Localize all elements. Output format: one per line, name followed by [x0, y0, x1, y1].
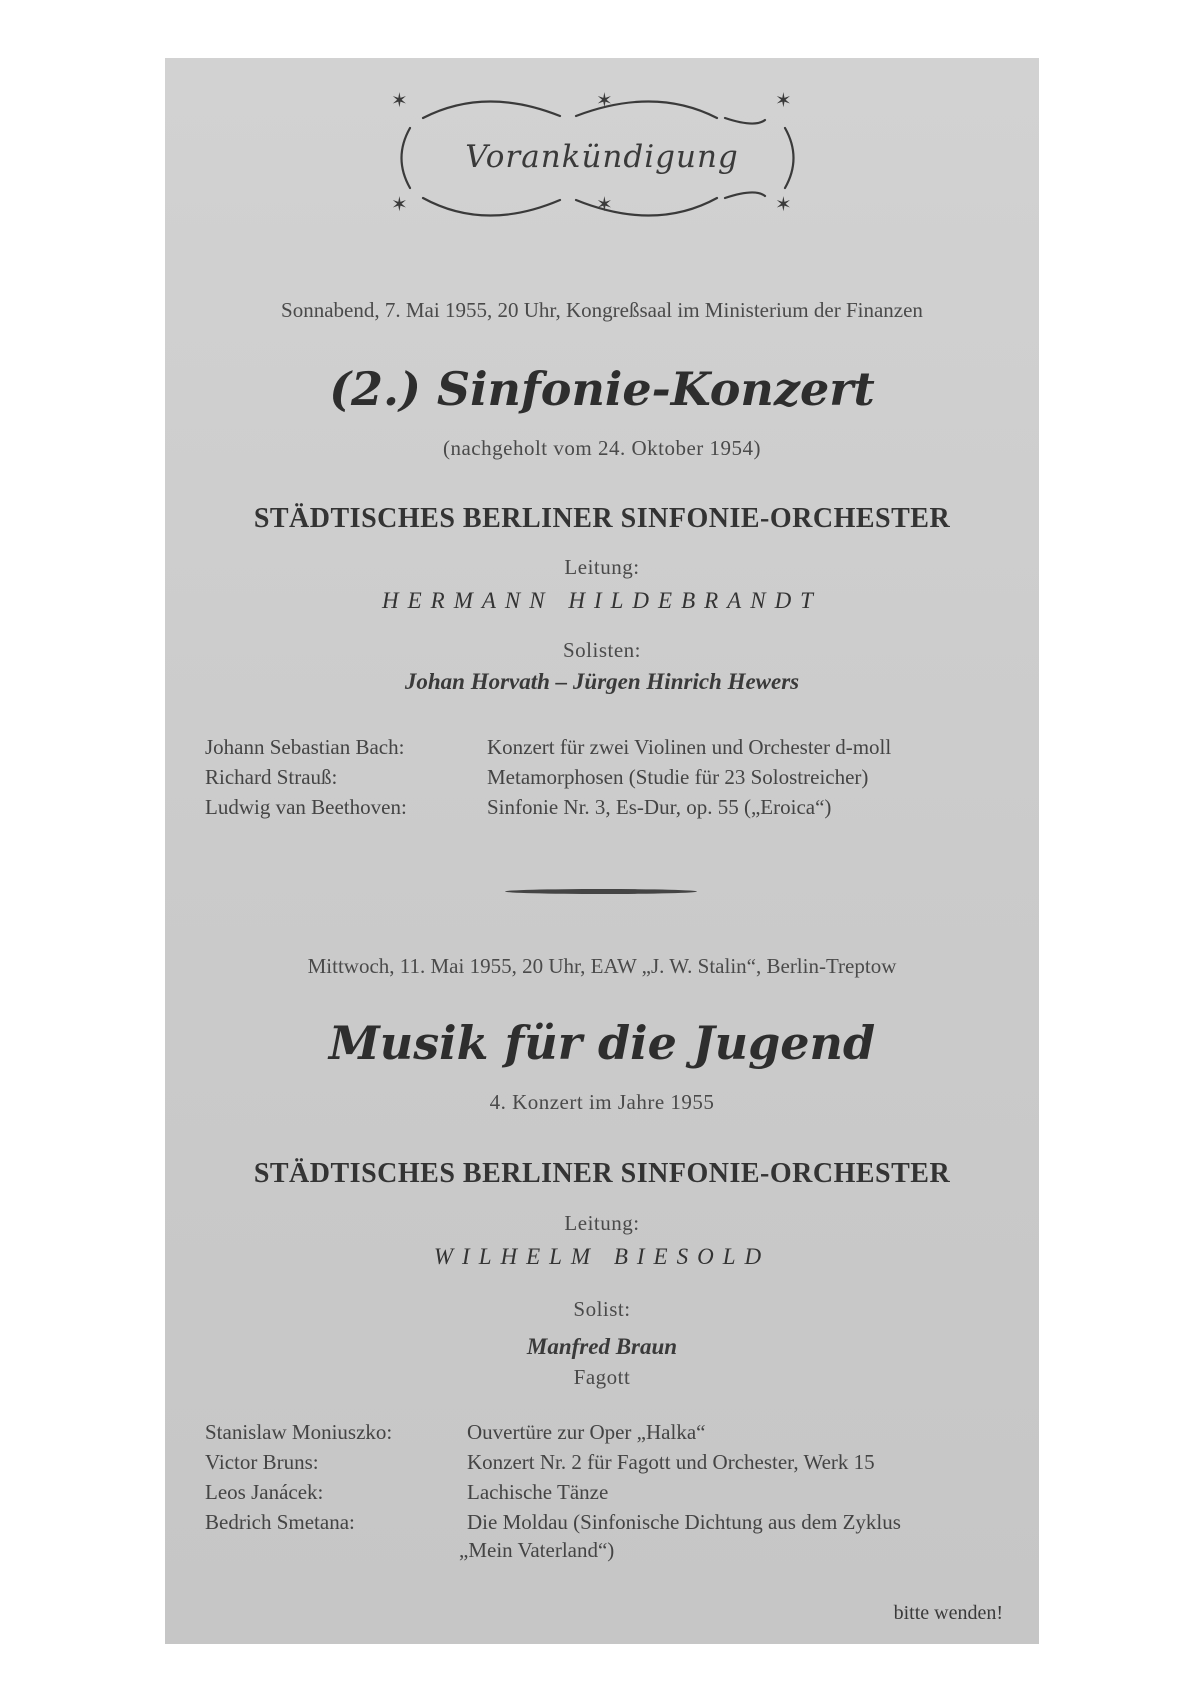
concert2-orchestra: STÄDTISCHES BERLINER SINFONIE-ORCHESTER — [253, 1158, 951, 1189]
announcement-label: Vorankündigung — [465, 139, 739, 175]
work: Lachische Tänze — [467, 1480, 609, 1504]
concert2-soloist-label: Solist: — [573, 1297, 631, 1321]
composer: Victor Bruns: — [205, 1450, 319, 1474]
work: Konzert für zwei Violinen und Orchester d-moll — [487, 735, 892, 759]
composer: Leos Janácek: — [205, 1480, 324, 1504]
concert2-subtitle: 4. Konzert im Jahre 1955 — [489, 1090, 715, 1114]
turn-over-note: bitte wenden! — [893, 1602, 1003, 1624]
work: Die Moldau (Sinfonische Dichtung aus dem Zyklus — [467, 1510, 901, 1534]
concert2-title: Musik für die Jugend — [328, 1016, 876, 1070]
composer: Stanislaw Moniuszko: — [205, 1420, 393, 1444]
star-icon: ✶ — [775, 90, 792, 112]
star-icon: ✶ — [391, 194, 408, 216]
star-icon: ✶ — [596, 90, 613, 112]
concert1-conductor: HERMANN HILDEBRANDT — [382, 588, 822, 613]
composer: Richard Strauß: — [205, 765, 338, 789]
composer: Johann Sebastian Bach: — [205, 735, 405, 759]
work: Ouvertüre zur Oper „Halka“ — [467, 1420, 706, 1444]
concert2-soloist: Manfred Braun — [526, 1334, 678, 1359]
program-continuation: „Mein Vaterland“) — [459, 1538, 615, 1562]
work: Sinfonie Nr. 3, Es-Dur, op. 55 („Eroica“) — [487, 795, 832, 819]
flyer-card — [165, 58, 1039, 1644]
work: Metamorphosen (Studie für 23 Solostreicher) — [487, 765, 869, 789]
star-icon: ✶ — [596, 194, 613, 216]
concert1-soloists-label: Solisten: — [562, 638, 641, 662]
concert1-orchestra: STÄDTISCHES BERLINER SINFONIE-ORCHESTER — [253, 503, 951, 534]
concert2-conductor-label: Leitung: — [564, 1211, 640, 1235]
concert1-title: (2.) Sinfonie-Konzert — [329, 362, 875, 416]
work: Konzert Nr. 2 für Fagott und Orchester, Werk 15 — [467, 1450, 875, 1474]
concert2-venue-line: Mittwoch, 11. Mai 1955, 20 Uhr, EAW „J. W. Stalin“, Berlin-Treptow — [307, 954, 897, 978]
concert1-subtitle: (nachgeholt vom 24. Oktober 1954) — [442, 436, 762, 460]
concert1-venue-line: Sonnabend, 7. Mai 1955, 20 Uhr, Kongreßsaal im Ministerium der Finanzen — [281, 298, 923, 322]
composer: Bedrich Smetana: — [205, 1510, 355, 1534]
concert2-conductor: WILHELM BIESOLD — [433, 1244, 771, 1269]
section-divider — [505, 889, 697, 894]
concert2-instrument: Fagott — [573, 1365, 631, 1389]
star-icon: ✶ — [391, 90, 408, 112]
concert1-conductor-label: Leitung: — [564, 555, 640, 579]
star-icon: ✶ — [775, 194, 792, 216]
composer: Ludwig van Beethoven: — [205, 795, 407, 819]
concert1-soloists: Johan Horvath – Jürgen Hinrich Hewers — [404, 669, 800, 694]
